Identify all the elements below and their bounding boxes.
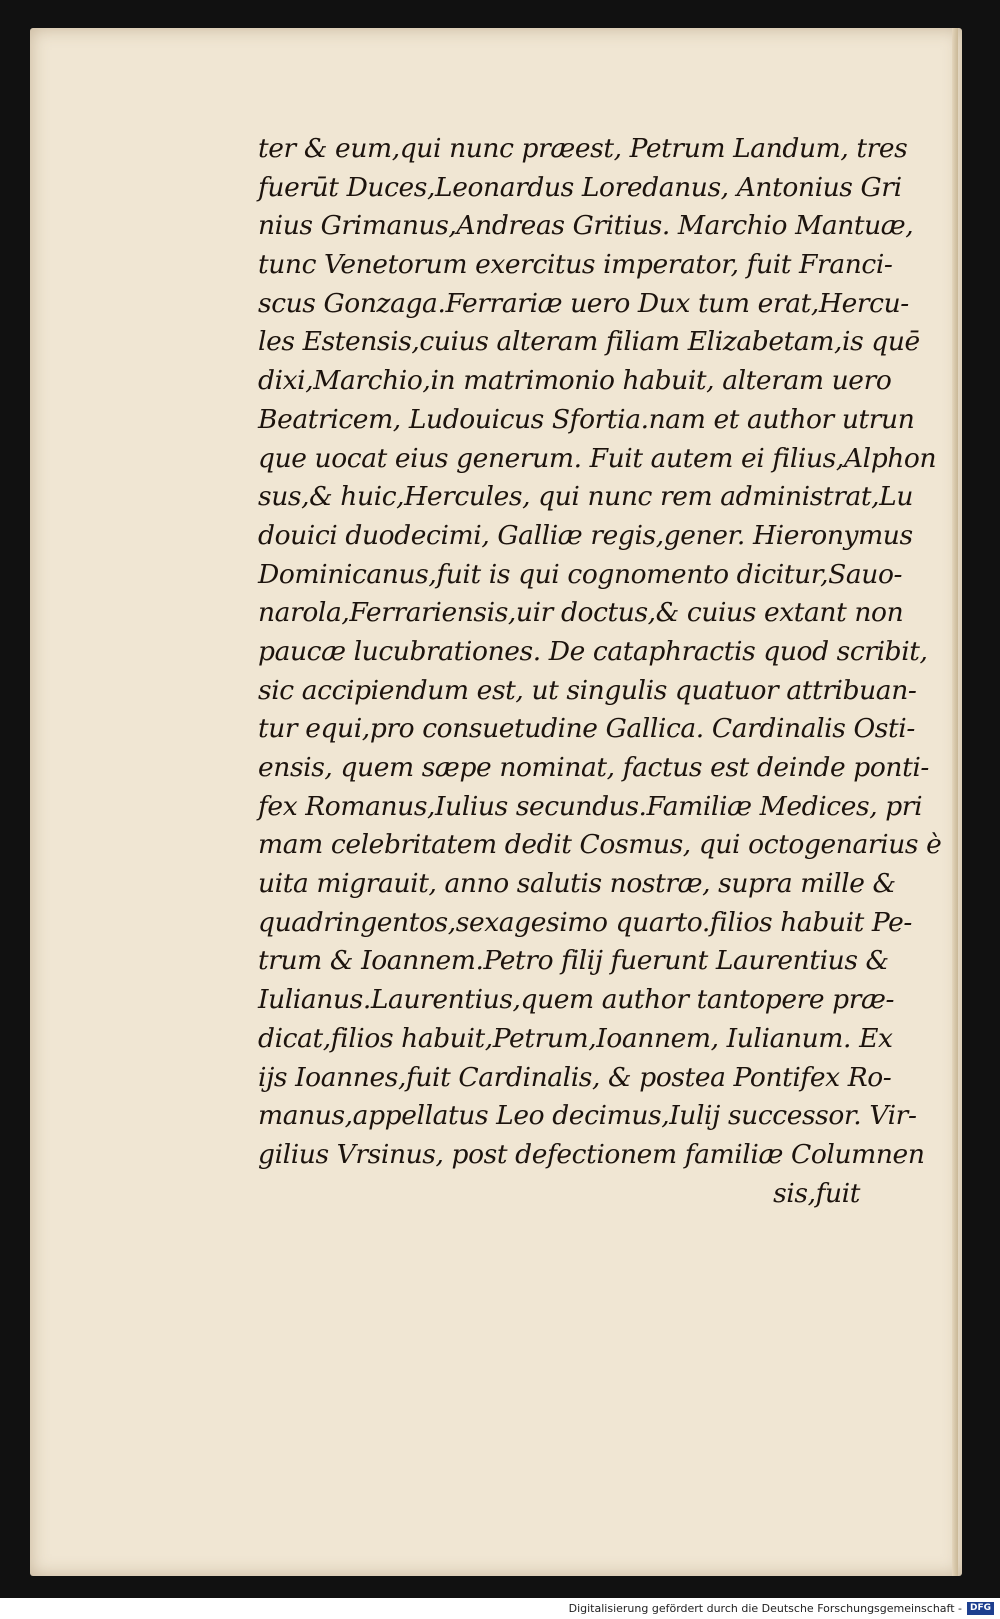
digitization-footer (0, 1598, 1000, 1619)
text-line: dicat,filios habuit,Petrum,Ioannem, Iulianum. Ex (258, 1022, 893, 1054)
text-line: dixi,Marchio,in matrimonio habuit, alteram uero (258, 365, 892, 397)
text-line: mam celebritatem dedit Cosmus, qui octogenarius è (258, 829, 942, 861)
text-line: paucæ lucubrationes. De cataphractis quod scribit, (258, 635, 928, 667)
footer-credit-text: Digitalisierung gefördert durch die Deutsche Forschungsgemeinschaft - (568, 1602, 962, 1615)
text-line: manus,appellatus Leo decimus,Iulij successor. Vir- (258, 1100, 917, 1132)
text-line: ijs Ioannes,fuit Cardinalis, & postea Pontifex Ro- (258, 1061, 892, 1093)
page-edge (952, 28, 958, 1576)
text-line: tunc Venetorum exercitus imperator, fuit Franci- (258, 249, 893, 281)
text-line: Beatricem, Ludouicus Sfortia.nam et author utrun (258, 403, 915, 435)
text-line: sic accipiendum est, ut singulis quatuor attribuan- (258, 674, 917, 706)
text-line: que uocat eius generum. Fuit autem ei filius,Alphon (258, 442, 937, 474)
text-line: Iulianus.Laurentius,quem author tantopere præ- (258, 984, 895, 1016)
text-line: gilius Vrsinus, post defectionem familiæ Columnen (258, 1138, 925, 1170)
text-line: fuerūt Duces,Leonardus Loredanus, Antonius Gri (258, 171, 902, 203)
text-line: Dominicanus,fuit is qui cognomento dicitur,Sauo- (258, 558, 903, 590)
text-line: scus Gonzaga.Ferrariæ uero Dux tum erat,Hercu- (258, 287, 909, 319)
text-line: ensis, quem sæpe nominat, factus est deinde ponti- (258, 752, 929, 783)
text-line: trum & Ioannem.Petro filij fuerunt Laurentius & (258, 945, 889, 977)
text-line: les Estensis,cuius alteram filiam Elizabetam,is quē (258, 326, 920, 358)
text-line: fex Romanus,Iulius secundus.Familiæ Medices, pri (258, 790, 923, 822)
text-line: sus,& huic,Hercules, qui nunc rem administrat,Lu (258, 481, 914, 513)
dfg-logo-icon: DFG (967, 1602, 994, 1615)
text-line: ter & eum,qui nunc præest, Petrum Landum, tres (258, 133, 908, 164)
text-line: nius Grimanus,Andreas Gritius. Marchio Mantuæ, (258, 210, 914, 242)
text-line: narola,Ferrariensis,uir doctus,& cuius extant non (258, 597, 904, 629)
text-line: uita migrauit, anno salutis nostræ, supra mille & (258, 868, 896, 900)
page-text-block (258, 130, 942, 1213)
book-page (30, 28, 962, 1576)
text-line: douici duodecimi, Galliæ regis,gener. Hieronymus (258, 519, 913, 551)
text-line: tur equi,pro consuetudine Gallica. Cardinalis Osti- (258, 713, 915, 745)
text-line: quadringentos,sexagesimo quarto.filios habuit Pe- (258, 906, 912, 938)
catchword: sis,fuit (773, 1177, 860, 1209)
